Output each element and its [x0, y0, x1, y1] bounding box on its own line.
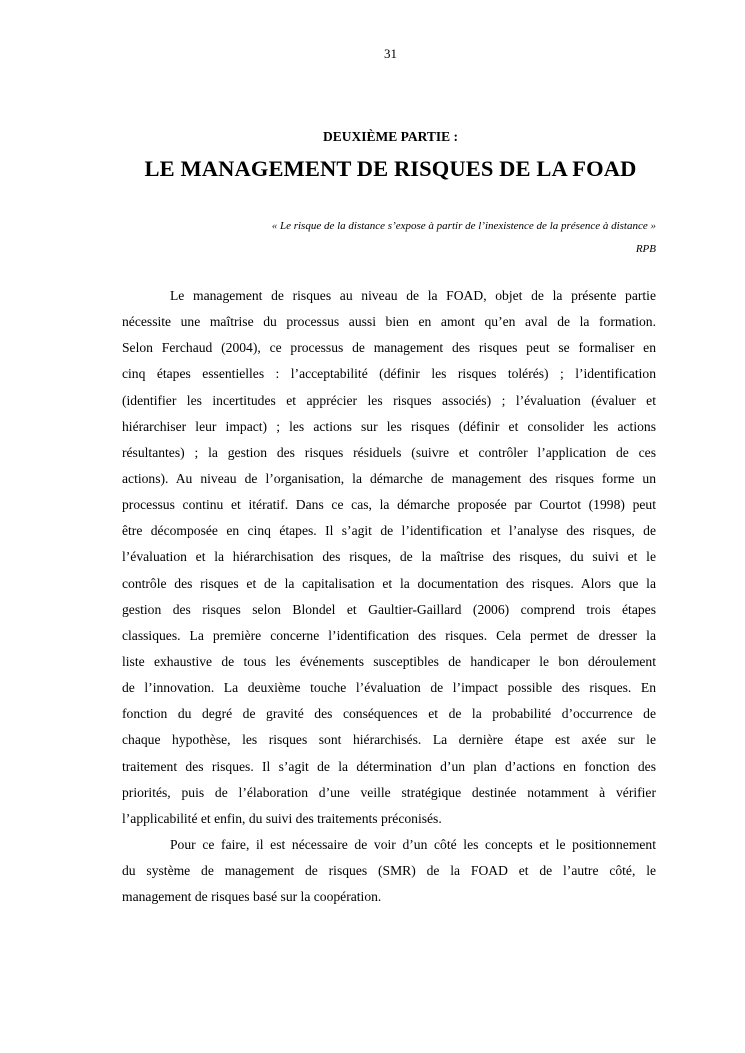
body-line: hiérarchiser leur impact) ; les actions sur les risques (définir et consolider les actions — [122, 418, 656, 434]
part-title: LE MANAGEMENT DE RISQUES DE LA FOAD — [144, 156, 637, 181]
body-line: cinq étapes essentielles : l’acceptabilité (définir les risques tolérés) ; l’identification — [122, 366, 656, 382]
body-line: l’applicabilité et enfin, du suivi des traitements préconisés. — [122, 810, 442, 826]
body-line: contrôle des risques et de la capitalisation et la documentation des risques. Alors que la — [122, 575, 656, 591]
body-line: l’évaluation et la hiérarchisation des risques, de la maîtrise des risques, du suivi et le — [122, 549, 656, 565]
body-line: gestion des risques selon Blondel et Gaultier-Gaillard (2006) comprend trois étapes — [122, 601, 656, 617]
page-number: 31 — [384, 46, 397, 61]
part-label: DEUXIÈME PARTIE : — [322, 129, 459, 144]
body-line: classiques. La première concerne l’identification des risques. Cela permet de dresser la — [122, 627, 656, 643]
body-line: traitement des risques. Il s’agit de la détermination d’un plan d’actions en fonction des — [122, 758, 656, 774]
body-line: Selon Ferchaud (2004), ce processus de management des risques peut se formaliser en — [122, 340, 656, 356]
body-text — [122, 287, 656, 914]
body-line: être décomposée en cinq étapes. Il s’agit de l’identification et l’analyse des risques, de — [122, 523, 656, 539]
body-line: fonction du degré de gravité des conséquences et de la probabilité d’occurrence de — [122, 706, 656, 722]
body-line: processus continu et itératif. Dans ce cas, la démarche proposée par Courtot (1998) peut — [122, 497, 656, 513]
body-line: nécessite une maîtrise du processus aussi bien en amont qu’en aval de la formation. — [122, 314, 656, 330]
body-line: priorités, puis de l’élaboration d’une veille stratégique destinée notamment à vérifier — [122, 784, 656, 800]
body-line: Pour ce faire, il est nécessaire de voir d’un côté les concepts et le positionnement — [170, 836, 656, 852]
body-line: chaque hypothèse, les risques sont hiérarchisés. La dernière étape est axée sur le — [122, 732, 656, 748]
epigraph-author: RPB — [635, 243, 656, 255]
body-line: management de risques basé sur la coopération. — [122, 889, 382, 905]
body-line: (identifier les incertitudes et apprécier les risques associés) ; l’évaluation (évaluer et — [122, 392, 656, 408]
body-line: actions). Au niveau de l’organisation, la démarche de management des risques forme un — [122, 470, 656, 486]
epigraph-quote: « Le risque de la distance s’expose à partir de l’inexistence de la présence à distance » — [271, 220, 656, 232]
body-line: liste exhaustive de tous les événements susceptibles de handicaper le bon déroulement — [122, 653, 656, 669]
body-line: de l’innovation. La deuxième touche l’évaluation de l’impact possible des risques. En — [122, 680, 656, 696]
body-line: du système de management de risques (SMR) de la FOAD et de l’autre côté, le — [122, 863, 656, 879]
body-line: Le management de risques au niveau de la FOAD, objet de la présente partie — [170, 288, 656, 303]
body-line: résultantes) ; la gestion des risques résiduels (suivre et contrôler l’application de ces — [122, 444, 656, 460]
